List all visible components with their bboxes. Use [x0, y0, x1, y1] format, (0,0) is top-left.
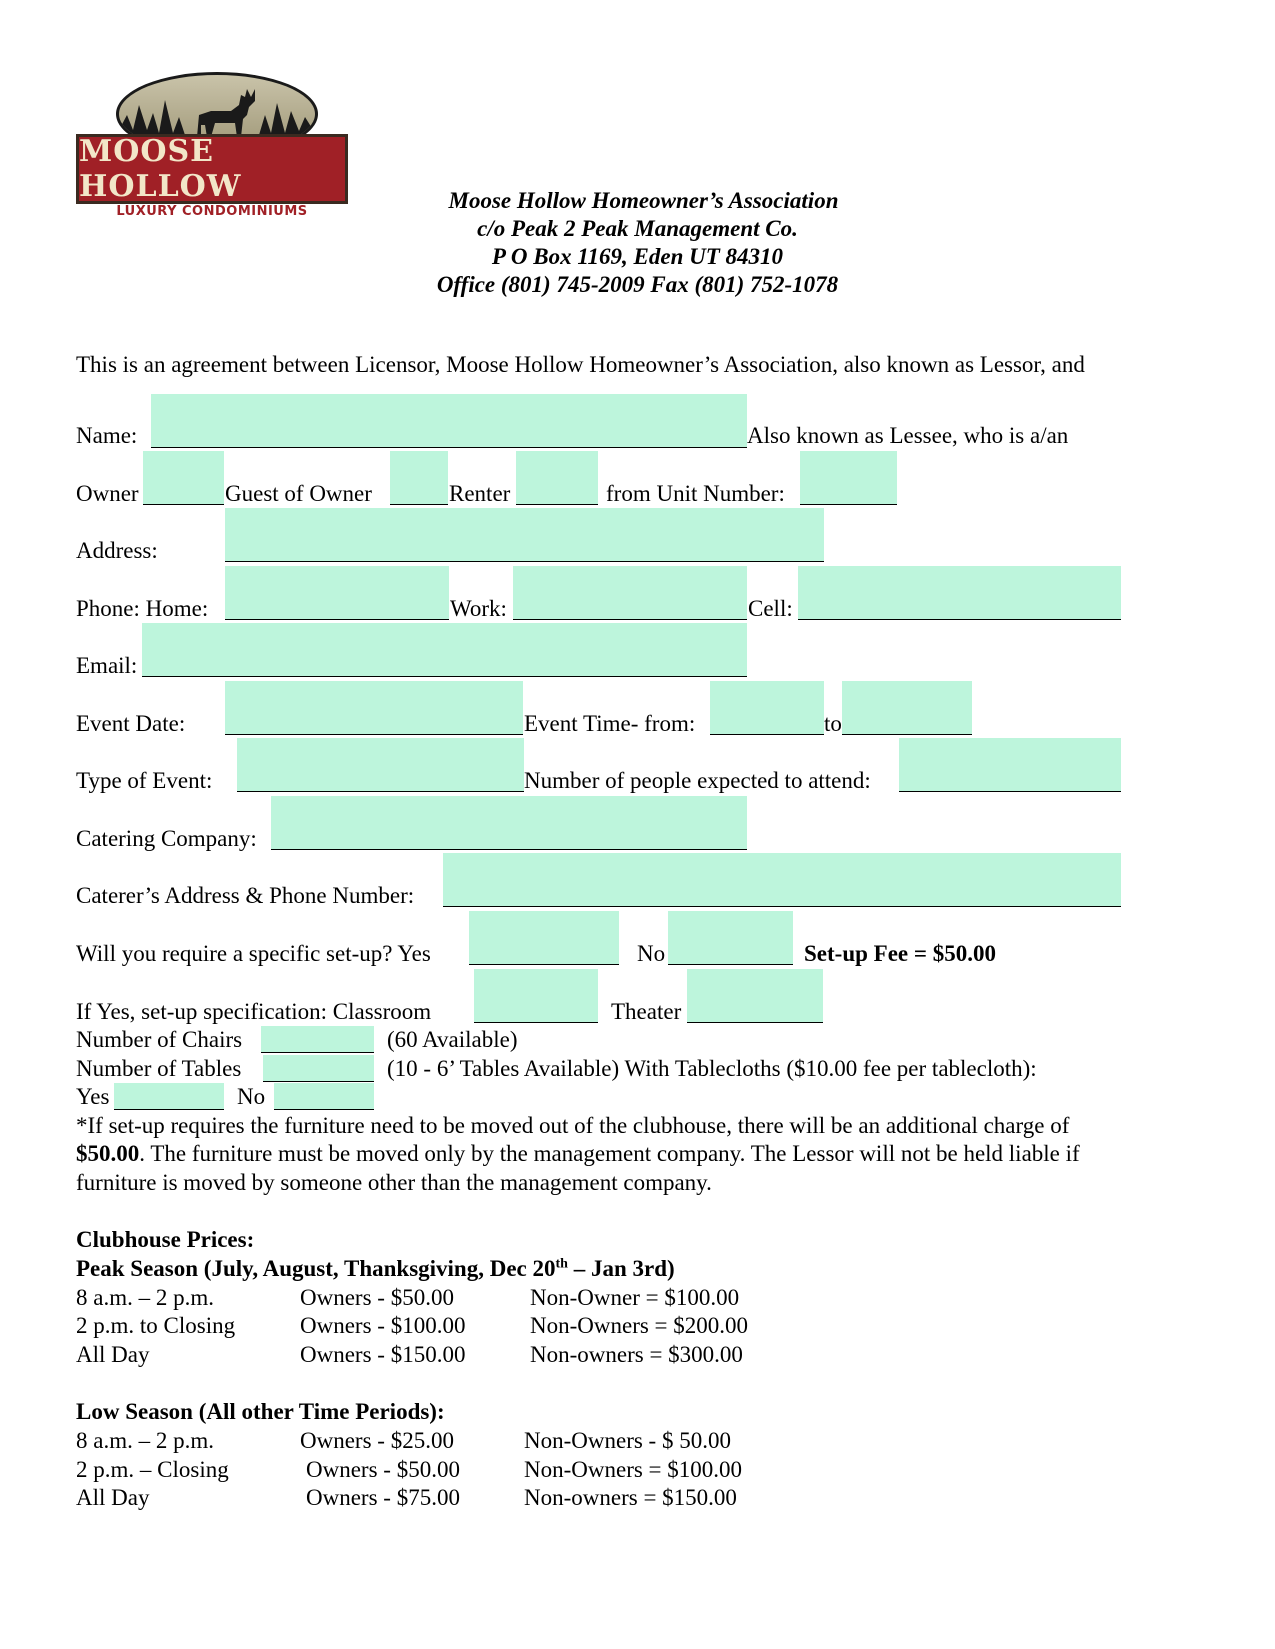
low-row-3-nonowners: Non-owners = $150.00	[524, 1485, 737, 1510]
caterer-address-field[interactable]	[443, 853, 1121, 907]
event-date-label: Event Date:	[76, 711, 186, 736]
peak-season-title: Peak Season (July, August, Thanksgiving, Dec 20th – Jan 3rd)	[76, 1256, 675, 1281]
notice-charge: $50.00	[76, 1141, 140, 1166]
setup-no-field[interactable]	[668, 911, 793, 965]
name-label: Name:	[76, 423, 138, 448]
chairs-label: Number of Chairs	[76, 1027, 243, 1052]
unit-number-label: from Unit Number:	[606, 481, 785, 506]
tablecloth-no-label: No	[237, 1084, 266, 1109]
notice-line-3: furniture is moved by someone other than the management company.	[76, 1170, 712, 1195]
caterer-address-label: Caterer’s Address & Phone Number:	[76, 883, 415, 908]
theater-field[interactable]	[687, 969, 823, 1023]
owner-checkbox-field[interactable]	[143, 451, 224, 505]
tables-field[interactable]	[263, 1055, 374, 1082]
setup-no-label: No	[637, 941, 666, 966]
peak-row-3-nonowners: Non-owners = $300.00	[530, 1342, 743, 1367]
low-season-title: Low Season (All other Time Periods):	[76, 1399, 445, 1424]
event-time-to-label: to	[824, 711, 842, 736]
low-row-2-time: 2 p.m. – Closing	[76, 1457, 229, 1482]
people-expected-field[interactable]	[899, 738, 1121, 792]
peak-row-3-time: All Day	[76, 1342, 150, 1367]
catering-company-field[interactable]	[271, 796, 747, 850]
peak-row-1-owners: Owners - $50.00	[300, 1285, 454, 1310]
peak-row-2-owners: Owners - $100.00	[300, 1313, 466, 1338]
renter-label: Renter	[449, 481, 511, 506]
address-field[interactable]	[225, 508, 824, 562]
notice-line-1: *If set-up requires the furniture need to be moved out of the clubhouse, there will be an additional charge of	[76, 1113, 1070, 1138]
chairs-field[interactable]	[261, 1026, 374, 1053]
intro-text: This is an agreement between Licensor, Moose Hollow Homeowner’s Association, also known as Lessor, and	[76, 352, 1085, 377]
notice-line-2	[76, 1140, 1080, 1168]
low-row-2-owners: Owners - $50.00	[306, 1457, 460, 1482]
email-label: Email:	[76, 653, 138, 678]
unit-number-field[interactable]	[800, 451, 897, 505]
catering-company-label: Catering Company:	[76, 826, 257, 851]
classroom-field[interactable]	[474, 969, 598, 1023]
guest-of-owner-label: Guest of Owner	[225, 481, 372, 506]
peak-row-1-nonowners: Non-Owner = $100.00	[530, 1285, 740, 1310]
phone-work-field[interactable]	[513, 566, 747, 620]
name-field[interactable]	[151, 394, 747, 448]
clubhouse-prices-title: Clubhouse Prices:	[76, 1227, 255, 1252]
low-row-3-owners: Owners - $75.00	[306, 1485, 460, 1510]
header-line-3: P O Box 1169, Eden UT 84310	[491, 244, 784, 269]
type-of-event-field[interactable]	[237, 738, 524, 792]
tablecloth-yes-label: Yes	[76, 1084, 110, 1109]
tablecloth-no-field[interactable]	[274, 1083, 374, 1110]
address-label: Address:	[76, 538, 158, 563]
setup-fee-text: Set-up Fee = $50.00	[804, 941, 996, 966]
low-row-1-owners: Owners - $25.00	[300, 1428, 454, 1453]
header-line-2: c/o Peak 2 Peak Management Co.	[477, 216, 798, 241]
event-date-field[interactable]	[225, 681, 523, 735]
low-row-3-time: All Day	[76, 1485, 150, 1510]
event-time-to-field[interactable]	[842, 681, 972, 735]
peak-row-2-nonowners: Non-Owners = $200.00	[530, 1313, 749, 1338]
event-time-from-field[interactable]	[710, 681, 824, 735]
theater-label: Theater	[611, 999, 682, 1024]
peak-row-1-time: 8 a.m. – 2 p.m.	[76, 1285, 214, 1310]
phone-home-label: Phone: Home:	[76, 596, 209, 621]
low-row-1-time: 8 a.m. – 2 p.m.	[76, 1428, 214, 1453]
work-label: Work:	[450, 596, 507, 621]
people-expected-label: Number of people expected to attend:	[524, 768, 871, 793]
tables-label: Number of Tables	[76, 1056, 242, 1081]
setup-question-label: Will you require a specific set-up? Yes	[76, 941, 431, 966]
cell-label: Cell:	[748, 596, 793, 621]
email-field[interactable]	[142, 623, 747, 677]
chairs-note: (60 Available)	[387, 1027, 518, 1052]
setup-yes-field[interactable]	[469, 911, 619, 965]
lessee-text: Also known as Lessee, who is a/an	[747, 423, 1069, 448]
guest-of-owner-field[interactable]	[390, 451, 448, 505]
renter-field[interactable]	[516, 451, 598, 505]
tables-note: (10 - 6’ Tables Available) With Tablecloths ($10.00 fee per tablecloth):	[387, 1056, 1037, 1081]
phone-home-field[interactable]	[225, 566, 449, 620]
notice-line-2-rest: . The furniture must be moved only by the management company. The Lessor will not be held liable if	[139, 1141, 1080, 1166]
logo-tagline: LUXURY CONDOMINIUMS	[116, 204, 308, 219]
event-time-from-label: Event Time- from:	[524, 711, 696, 736]
type-of-event-label: Type of Event:	[76, 768, 213, 793]
peak-row-3-owners: Owners - $150.00	[300, 1342, 466, 1367]
header-line-4: Office (801) 745-2009 Fax (801) 752-1078	[436, 272, 839, 297]
setup-spec-label: If Yes, set-up specification: Classroom	[76, 999, 432, 1024]
low-row-2-nonowners: Non-Owners = $100.00	[524, 1457, 743, 1482]
phone-cell-field[interactable]	[798, 566, 1121, 620]
peak-season-sup: th	[555, 1256, 568, 1272]
logo-name: MOOSE HOLLOW	[79, 134, 242, 204]
header-line-1: Moose Hollow Homeowner’s Association	[448, 188, 839, 213]
owner-label: Owner	[76, 481, 139, 506]
tablecloth-yes-field[interactable]	[114, 1083, 224, 1110]
peak-row-2-time: 2 p.m. to Closing	[76, 1313, 236, 1338]
low-row-1-nonowners: Non-Owners - $ 50.00	[524, 1428, 731, 1453]
